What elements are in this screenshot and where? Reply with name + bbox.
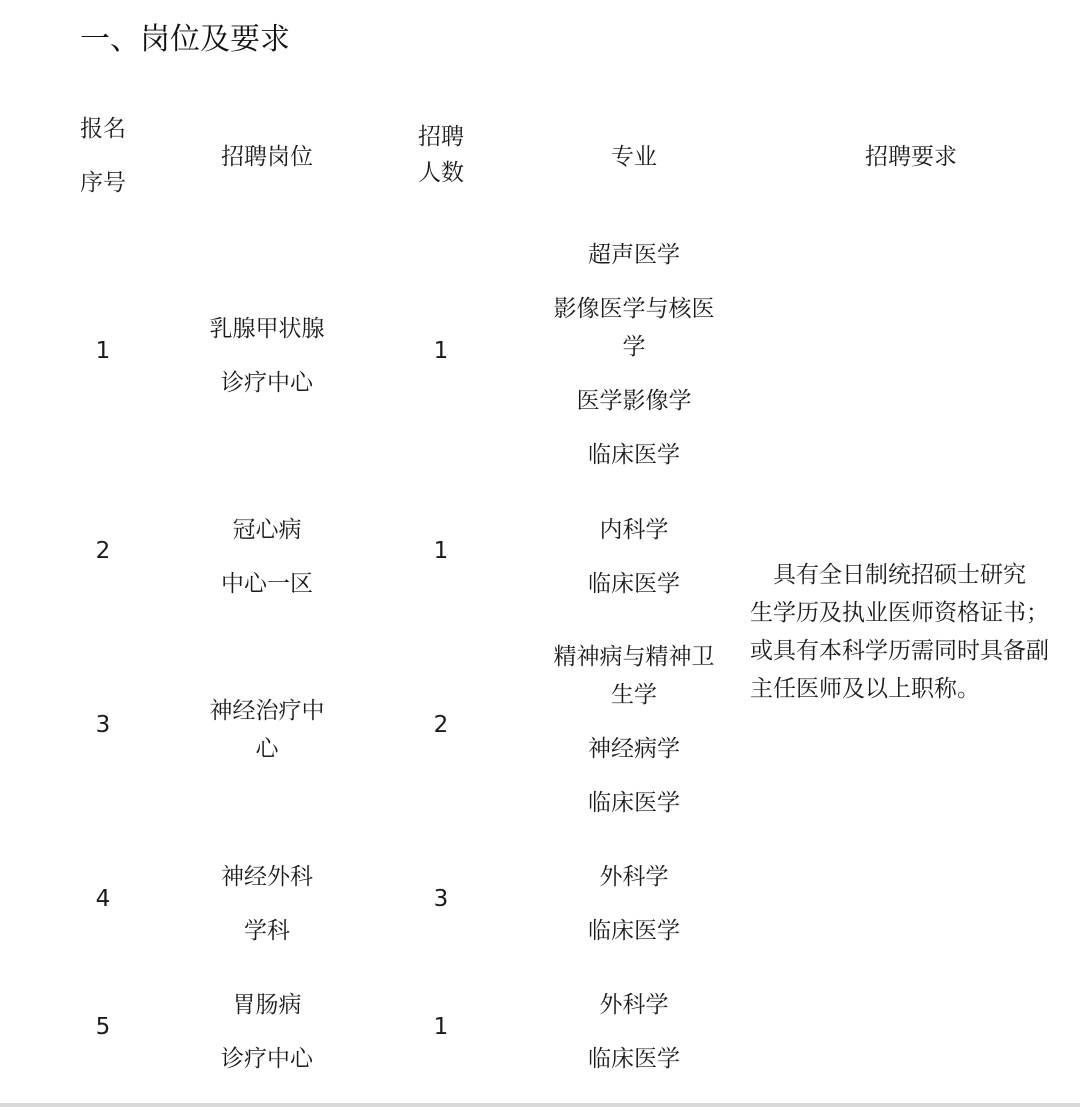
row-1-major-2-cont: 学 <box>622 334 646 360</box>
requirement-line-2: 生学历及执业医师资格证书； <box>750 600 1049 626</box>
bottom-divider <box>0 1103 1080 1107</box>
row-5-position-line-2: 诊疗中心 <box>221 1046 313 1072</box>
table-row-3-count: 2 <box>433 712 449 738</box>
table-row-2-serial: 2 <box>95 538 111 564</box>
table-row-4-count: 3 <box>433 886 449 912</box>
row-3-major-1: 精神病与精神卫 <box>553 644 715 670</box>
page-title: 一、岗位及要求 <box>80 22 290 57</box>
header-count-line-1: 招聘 <box>418 124 464 150</box>
table-row-1-serial: 1 <box>95 338 111 364</box>
row-1-position-line-1: 乳腺甲状腺 <box>209 316 325 342</box>
row-5-major-1: 外科学 <box>599 992 669 1018</box>
header-position-label: 招聘岗位 <box>221 144 313 170</box>
table-row-2-count: 1 <box>433 538 449 564</box>
requirement-text <box>750 556 1076 708</box>
header-serial-line-1: 报名 <box>80 116 126 142</box>
row-1-major-2: 影像医学与核医 <box>553 296 715 322</box>
row-1-major-4: 临床医学 <box>588 442 680 468</box>
row-3-position-line-1: 神经治疗中 <box>209 698 325 724</box>
row-2-position-line-1: 冠心病 <box>232 517 302 543</box>
header-count-line-2: 人数 <box>418 160 464 186</box>
table-row-3-serial: 3 <box>95 712 111 738</box>
row-4-major-1: 外科学 <box>599 864 669 890</box>
row-4-position-line-2: 学科 <box>244 918 290 944</box>
requirement-line-3: 或具有本科学历需同时具备副 <box>750 638 1049 664</box>
row-3-major-2: 神经病学 <box>588 736 680 762</box>
header-major-label: 专业 <box>611 144 657 170</box>
row-3-position-line-2: 心 <box>255 736 279 762</box>
table-row-1-count: 1 <box>433 338 449 364</box>
row-2-major-1: 内科学 <box>599 517 669 543</box>
row-3-major-3: 临床医学 <box>588 790 680 816</box>
table-row-5-count: 1 <box>433 1014 449 1040</box>
row-2-position-line-2: 中心一区 <box>221 571 313 597</box>
row-1-major-3: 医学影像学 <box>576 388 692 414</box>
header-serial-line-2: 序号 <box>80 170 126 196</box>
row-3-major-1-cont: 生学 <box>611 682 657 708</box>
table-row-5-serial: 5 <box>95 1014 111 1040</box>
row-4-major-2: 临床医学 <box>588 918 680 944</box>
row-1-major-1: 超声医学 <box>588 242 680 268</box>
row-2-major-2: 临床医学 <box>588 571 680 597</box>
requirement-line-1: 具有全日制统招硕士研究 <box>750 562 1026 588</box>
row-5-major-2: 临床医学 <box>588 1046 680 1072</box>
row-1-position-line-2: 诊疗中心 <box>221 370 313 396</box>
table-row-4-serial: 4 <box>95 886 111 912</box>
requirement-line-4: 主任医师及以上职称。 <box>750 676 980 702</box>
row-4-position-line-1: 神经外科 <box>221 864 313 890</box>
header-requirement-label: 招聘要求 <box>865 144 957 170</box>
row-5-position-line-1: 胃肠病 <box>232 992 302 1018</box>
